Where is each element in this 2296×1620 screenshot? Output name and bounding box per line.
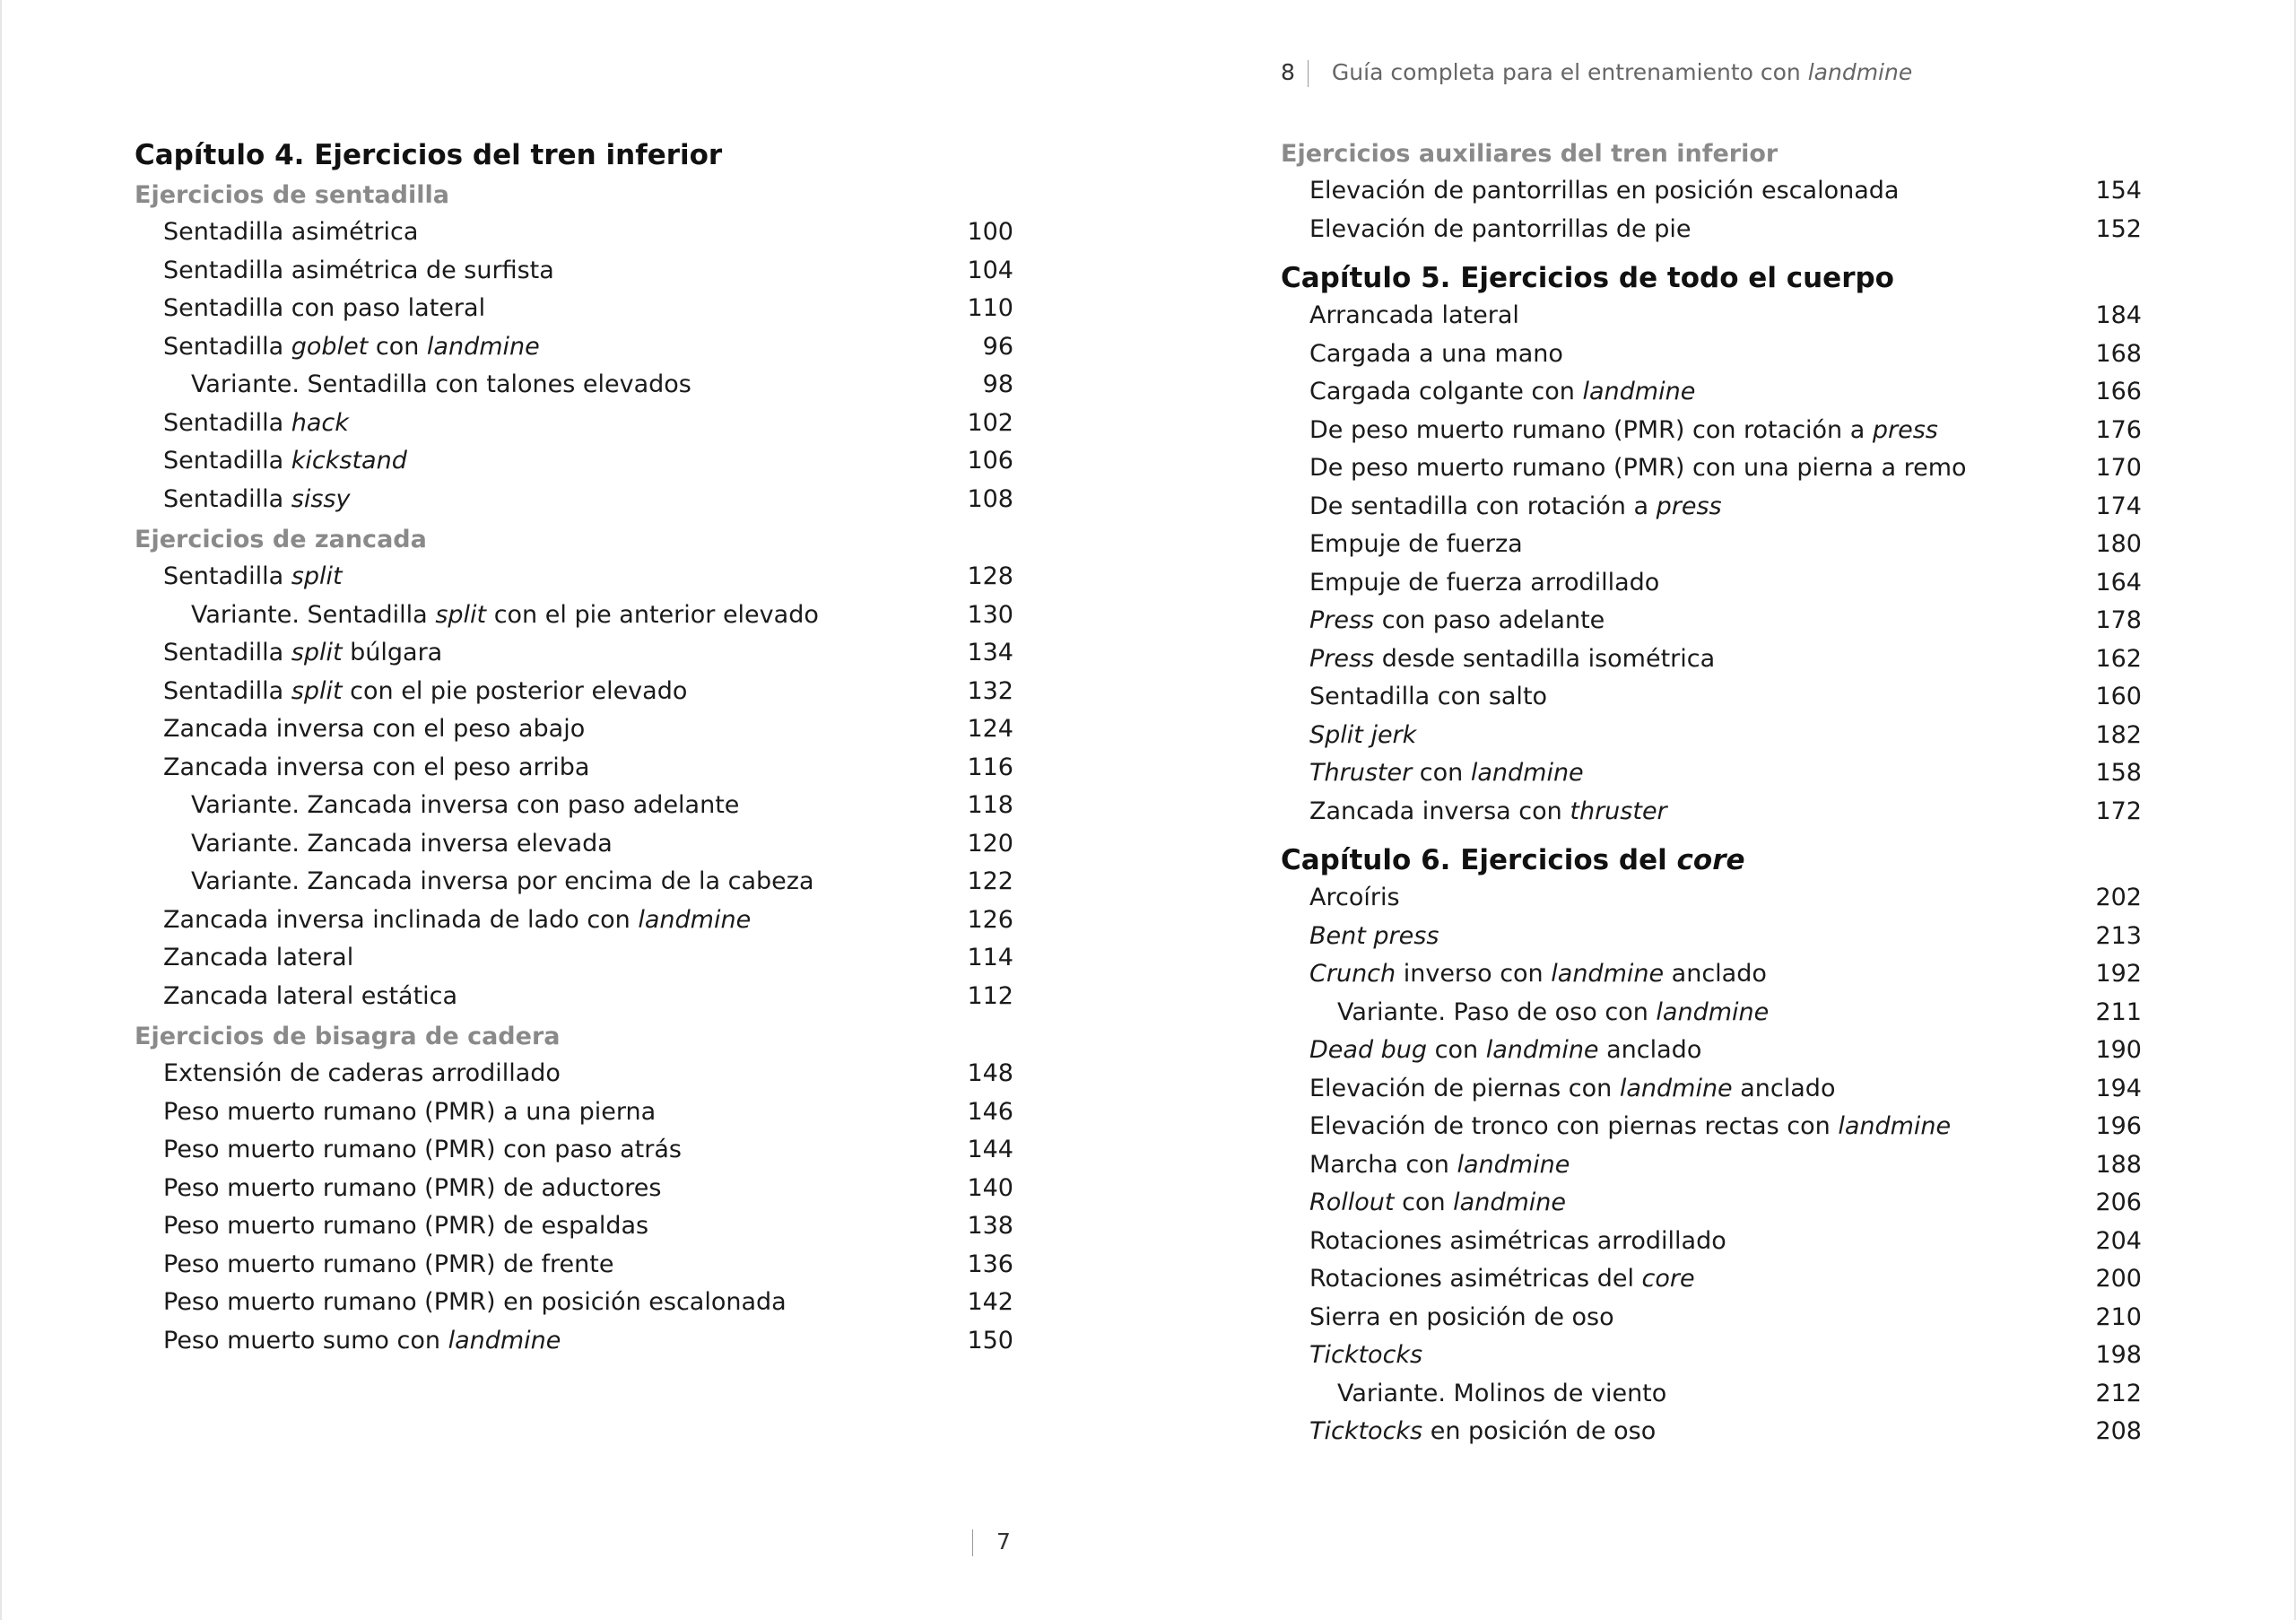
toc-entry xyxy=(1281,1108,2142,1146)
entry-title-part: Marcha con xyxy=(1309,1150,1457,1179)
toc-entry xyxy=(1281,564,2142,603)
toc-entry xyxy=(1281,297,2142,335)
entry-title xyxy=(163,715,585,743)
entry-page-number: 124 xyxy=(967,715,1013,743)
toc-entry xyxy=(1281,449,2142,488)
toc-entry xyxy=(135,1207,1013,1246)
entry-title-part: Peso muerto rumano (PMR) de espaldas xyxy=(163,1212,649,1240)
entry-title-part: landmine xyxy=(1485,1036,1599,1064)
toc-entry xyxy=(1281,1413,2142,1451)
entry-page-number: 182 xyxy=(2095,720,2142,749)
entry-title xyxy=(1309,721,1416,749)
entry-title-part: landmine xyxy=(1551,960,1665,988)
chapter-heading-part: Capítulo 5. Ejercicios de todo el cuerpo xyxy=(1281,262,1894,294)
entry-title-part: Sentadilla xyxy=(163,639,291,666)
toc-entry xyxy=(1281,1223,2142,1261)
entry-title-part: Variante. Zancada inversa elevada xyxy=(191,829,613,858)
entry-title-part: Ticktocks xyxy=(1309,1341,1423,1369)
entry-title xyxy=(1309,1075,1835,1102)
entry-title-part: Zancada inversa inclinada de lado con xyxy=(163,905,639,934)
entry-page-number: 164 xyxy=(2095,568,2142,597)
entry-title-part: Empuje de fuerza xyxy=(1309,530,1523,558)
entry-title-part: Bent press xyxy=(1309,921,1439,950)
entry-title-part: búlgara xyxy=(342,639,443,666)
entry-title xyxy=(1309,1189,1566,1216)
entry-page-number: 188 xyxy=(2095,1150,2142,1179)
toc-entry xyxy=(1281,373,2142,412)
toc-entry xyxy=(1281,488,2142,527)
entry-page-number: 136 xyxy=(967,1250,1013,1278)
entry-title-part: en posición de oso xyxy=(1422,1417,1657,1445)
toc-entry xyxy=(1281,1299,2142,1337)
entry-title-part: Extensión de caderas arrodillado xyxy=(163,1059,561,1087)
header-title-part: Guía completa para el entrenamiento con xyxy=(1331,59,1808,85)
toc-entry xyxy=(135,1322,1013,1361)
entry-title xyxy=(163,982,457,1010)
entry-title xyxy=(1309,922,1439,950)
entry-title xyxy=(163,218,418,246)
entry-title-part: Variante. Sentadilla con talones elevados xyxy=(191,370,691,398)
entry-title-part: Zancada lateral estática xyxy=(163,981,458,1010)
entry-page-number: 192 xyxy=(2095,960,2142,988)
entry-page-number: 132 xyxy=(967,676,1013,705)
entry-title xyxy=(1309,177,1899,205)
entry-title-part: Zancada inversa con el peso arriba xyxy=(163,753,590,781)
entry-title xyxy=(1309,416,1938,444)
toc-entry xyxy=(1281,172,2142,211)
entry-page-number: 144 xyxy=(967,1136,1013,1163)
toc-entry xyxy=(135,442,1013,481)
entry-title-part: Sentadilla asimétrica xyxy=(163,218,419,246)
folio-divider xyxy=(972,1529,973,1556)
toc-entry xyxy=(1281,1146,2142,1185)
entry-title-part: Split jerk xyxy=(1309,720,1417,749)
toc-entry xyxy=(135,1170,1013,1208)
entry-page-number: 120 xyxy=(967,829,1013,858)
toc-entry xyxy=(135,252,1013,291)
toc-entry xyxy=(135,978,1013,1016)
entry-title-part: Variante. Zancada inversa por encima de la cabeza xyxy=(191,867,814,895)
entry-title-part: Arrancada lateral xyxy=(1309,301,1519,329)
entry-title-part: split xyxy=(435,600,487,629)
toc-subentry xyxy=(1281,994,2142,1032)
entry-page-number: 210 xyxy=(2095,1302,2142,1331)
entry-title xyxy=(1309,215,1692,243)
toc-subentry xyxy=(135,825,1013,864)
entry-title-part: core xyxy=(1641,1265,1695,1293)
chapter-heading xyxy=(1281,841,2142,879)
left-sections xyxy=(135,178,1013,1360)
entry-title xyxy=(1337,998,1769,1026)
entry-title xyxy=(163,1174,661,1202)
toc-entry xyxy=(135,673,1013,711)
toc-entry xyxy=(135,290,1013,328)
entry-title xyxy=(1309,1341,1422,1369)
right-page xyxy=(1148,0,2296,1620)
entry-page-number: 172 xyxy=(2095,797,2142,825)
entry-title xyxy=(163,409,349,437)
entry-title xyxy=(1309,759,1584,787)
entry-title xyxy=(1309,492,1722,520)
entry-page-number: 110 xyxy=(967,294,1013,322)
entry-page-number: 158 xyxy=(2095,759,2142,787)
chapter-heading: Capítulo 4. Ejercicios del tren inferior xyxy=(135,139,723,171)
section-heading: Ejercicios auxiliares del tren inferior xyxy=(1281,140,1779,168)
entry-title-part: con xyxy=(1412,759,1471,787)
header-title xyxy=(1332,59,1912,85)
entry-page-number: 116 xyxy=(967,753,1013,781)
entry-title-part: Rollout xyxy=(1309,1189,1395,1216)
entry-title-part: Peso muerto rumano (PMR) de aductores xyxy=(163,1173,662,1202)
entry-title-part: landmine xyxy=(448,1326,561,1354)
entry-title-part: landmine xyxy=(1453,1189,1566,1216)
entry-title-part: Cargada colgante con xyxy=(1309,378,1583,405)
toc-entry xyxy=(1281,955,2142,994)
entry-page-number: 104 xyxy=(967,256,1013,284)
entry-title xyxy=(1309,606,1605,634)
toc-entry xyxy=(1281,879,2142,918)
entry-page-number: 174 xyxy=(2095,492,2142,520)
entry-title-part: Sentadilla con paso lateral xyxy=(163,294,486,322)
entry-title-part: Crunch xyxy=(1309,960,1396,988)
folio-left xyxy=(972,1529,1011,1556)
toc-entry xyxy=(1281,640,2142,679)
entry-title xyxy=(163,677,687,705)
entry-page-number: 211 xyxy=(2095,997,2142,1026)
entry-title-part: Sentadilla xyxy=(163,408,291,437)
entry-title xyxy=(1309,884,1400,911)
entry-title-part: landmine xyxy=(1470,759,1584,787)
toc-entry xyxy=(1281,717,2142,755)
entry-page-number: 180 xyxy=(2095,530,2142,558)
entry-title-part: Dead bug xyxy=(1309,1036,1428,1064)
entry-page-number: 106 xyxy=(967,447,1013,475)
entry-title xyxy=(1309,1227,1726,1255)
toc-entry xyxy=(1281,1337,2142,1375)
entry-title xyxy=(163,753,589,781)
entry-title-part: Rotaciones asimétricas del xyxy=(1309,1265,1642,1293)
entry-title-part: Press xyxy=(1309,644,1375,673)
toc-entry xyxy=(135,1093,1013,1132)
entry-title-part: sissy xyxy=(291,484,351,513)
entry-title-part: anclado xyxy=(1664,960,1767,988)
entry-title-part: Elevación de tronco con piernas rectas con xyxy=(1309,1112,1839,1140)
entry-title xyxy=(163,1327,561,1354)
entry-title xyxy=(163,1212,648,1240)
entry-page-number: 212 xyxy=(2095,1379,2142,1407)
header-page-number: 8 xyxy=(1281,59,1295,85)
toc-entry xyxy=(135,213,1013,252)
chapter-heading-part: Capítulo 6. Ejercicios del xyxy=(1281,844,1677,876)
entry-title-part: Thruster xyxy=(1309,759,1413,787)
toc-entry xyxy=(135,710,1013,749)
entry-title-part: Empuje de fuerza arrodillado xyxy=(1309,568,1660,597)
entry-title xyxy=(1309,960,1767,988)
entry-title xyxy=(163,639,442,666)
entry-page-number: 168 xyxy=(2095,339,2142,368)
entry-title xyxy=(1309,454,1967,482)
entry-page-number: 114 xyxy=(967,944,1013,971)
entry-page-number: 140 xyxy=(967,1173,1013,1202)
entry-page-number: 100 xyxy=(967,218,1013,246)
entry-page-number: 148 xyxy=(967,1059,1013,1087)
entry-page-number: 196 xyxy=(2095,1112,2142,1140)
toc-subentry xyxy=(135,366,1013,405)
toc-entry xyxy=(135,558,1013,597)
entry-title xyxy=(1309,1417,1656,1445)
entry-page-number: 190 xyxy=(2095,1036,2142,1064)
right-toc xyxy=(1281,136,2142,1451)
entry-title-part: Peso muerto rumano (PMR) en posición escalonada xyxy=(163,1288,787,1316)
entry-page-number: 108 xyxy=(967,484,1013,513)
toc-entry xyxy=(1281,1184,2142,1223)
entry-title xyxy=(1337,1380,1666,1407)
entry-title-part: goblet xyxy=(291,332,369,361)
entry-title-part: hack xyxy=(291,408,349,437)
entry-title-part: anclado xyxy=(1598,1036,1702,1064)
entry-title xyxy=(163,562,343,590)
entry-title xyxy=(163,944,353,971)
entry-title-part: Sentadilla xyxy=(163,562,291,590)
entry-title-part: Elevación de pantorrillas de pie xyxy=(1309,214,1692,243)
toc-entry xyxy=(1281,754,2142,793)
entry-title xyxy=(163,1059,561,1087)
entry-page-number: 208 xyxy=(2095,1417,2142,1445)
toc-entry xyxy=(135,939,1013,978)
entry-page-number: 184 xyxy=(2095,301,2142,329)
entry-title-part: De sentadilla con rotación a xyxy=(1309,492,1657,520)
entry-title-part: con xyxy=(368,332,427,361)
entry-title xyxy=(1309,530,1523,558)
toc-entry xyxy=(135,1246,1013,1285)
entry-title-part: Variante. Sentadilla xyxy=(191,600,436,629)
entry-title-part: Peso muerto sumo con xyxy=(163,1326,448,1354)
entry-title-part: Zancada inversa con el peso abajo xyxy=(163,715,586,743)
entry-page-number: 160 xyxy=(2095,683,2142,710)
toc-entry xyxy=(1281,793,2142,832)
entry-title-part: con xyxy=(1427,1036,1486,1064)
entry-title xyxy=(1309,340,1563,368)
toc-entry xyxy=(135,1055,1013,1093)
entry-title-part: Arcoíris xyxy=(1309,884,1400,911)
entry-title-part: desde sentadilla isométrica xyxy=(1374,644,1716,673)
entry-page-number: 138 xyxy=(967,1212,1013,1240)
entry-page-number: 134 xyxy=(967,639,1013,666)
entry-page-number: 202 xyxy=(2095,884,2142,911)
toc-entry xyxy=(1281,1070,2142,1109)
entry-title-part: con xyxy=(1394,1189,1454,1216)
entry-title-part: landmine xyxy=(1656,997,1770,1026)
toc-entry xyxy=(135,901,1013,940)
entry-page-number: 142 xyxy=(967,1288,1013,1316)
entry-title xyxy=(1309,1151,1570,1179)
folio-number: 7 xyxy=(996,1529,1011,1555)
toc-entry xyxy=(135,634,1013,673)
entry-title-part: landmine xyxy=(638,905,752,934)
entry-page-number: 96 xyxy=(982,332,1013,361)
entry-title-part: Rotaciones asimétricas arrodillado xyxy=(1309,1226,1726,1255)
toc-entry xyxy=(1281,335,2142,374)
entry-title xyxy=(163,257,554,284)
toc-entry xyxy=(1281,1032,2142,1070)
header-title-part: landmine xyxy=(1807,59,1913,85)
entry-title xyxy=(191,791,739,819)
toc-subentry xyxy=(135,863,1013,901)
toc-entry xyxy=(135,749,1013,788)
entry-title xyxy=(1309,1112,1951,1140)
entry-title xyxy=(191,370,691,398)
section-heading: Ejercicios de zancada xyxy=(135,526,427,553)
entry-title-part: Variante. Zancada inversa con paso adelante xyxy=(191,791,740,819)
entry-title-part: landmine xyxy=(1582,378,1696,405)
entry-title-part: Elevación de pantorrillas en posición escalonada xyxy=(1309,177,1900,205)
entry-page-number: 122 xyxy=(967,867,1013,895)
entry-title-part: con el pie posterior elevado xyxy=(342,676,688,705)
entry-page-number: 198 xyxy=(2095,1341,2142,1369)
entry-page-number: 146 xyxy=(967,1097,1013,1126)
entry-title xyxy=(163,333,540,361)
entry-title-part: landmine xyxy=(1619,1074,1733,1102)
left-toc xyxy=(135,136,1013,1360)
entry-page-number: 176 xyxy=(2095,415,2142,444)
toc-entry xyxy=(135,1284,1013,1322)
entry-title-part: Peso muerto rumano (PMR) con paso atrás xyxy=(163,1136,682,1163)
chapter-heading-part: core xyxy=(1676,844,1745,876)
entry-page-number: 200 xyxy=(2095,1265,2142,1293)
entry-title xyxy=(163,1136,682,1163)
entry-title xyxy=(1309,1265,1695,1293)
entry-title xyxy=(163,906,751,934)
entry-title-part: Cargada a una mano xyxy=(1309,339,1563,368)
entry-page-number: 126 xyxy=(967,905,1013,934)
toc-entry xyxy=(1281,1260,2142,1299)
entry-page-number: 206 xyxy=(2095,1189,2142,1216)
entry-title-part: Sierra en posición de oso xyxy=(1309,1302,1614,1331)
toc-entry xyxy=(135,405,1013,443)
entry-page-number: 166 xyxy=(2095,378,2142,405)
entry-title-part: press xyxy=(1656,492,1722,520)
entry-title-part: De peso muerto rumano (PMR) con rotación a xyxy=(1309,415,1873,444)
entry-title-part: Peso muerto rumano (PMR) de frente xyxy=(163,1250,614,1278)
toc-subentry xyxy=(135,787,1013,825)
entry-title-part: split xyxy=(291,676,343,705)
entry-title xyxy=(163,447,407,475)
toc-entry xyxy=(1281,602,2142,640)
entry-title xyxy=(1309,645,1715,673)
toc-entry xyxy=(1281,678,2142,717)
entry-page-number: 154 xyxy=(2095,177,2142,205)
entry-title-part: landmine xyxy=(1457,1150,1570,1179)
toc-entry xyxy=(135,328,1013,367)
entry-title-part: con el pie anterior elevado xyxy=(486,600,819,629)
entry-title-part: Variante. Paso de oso con xyxy=(1337,997,1657,1026)
entry-title-part: thruster xyxy=(1570,797,1667,825)
entry-page-number: 178 xyxy=(2095,606,2142,634)
entry-title xyxy=(191,601,819,629)
entry-page-number: 194 xyxy=(2095,1074,2142,1102)
entry-title-part: Sentadilla con salto xyxy=(1309,683,1548,710)
entry-title-part: Sentadilla xyxy=(163,332,291,361)
section-heading: Ejercicios de bisagra de cadera xyxy=(135,1023,561,1050)
entry-title xyxy=(1309,569,1659,597)
entry-title-part: press xyxy=(1872,415,1938,444)
entry-page-number: 98 xyxy=(982,370,1013,398)
entry-page-number: 112 xyxy=(967,981,1013,1010)
entry-title-part: anclado xyxy=(1732,1074,1836,1102)
entry-title-part: Sentadilla xyxy=(163,484,291,513)
entry-page-number: 213 xyxy=(2095,921,2142,950)
entry-title-part: kickstand xyxy=(291,447,407,475)
entry-title xyxy=(1309,797,1667,825)
entry-title-part: con paso adelante xyxy=(1374,606,1605,634)
entry-page-number: 130 xyxy=(967,600,1013,629)
toc-subentry xyxy=(135,597,1013,635)
entry-title xyxy=(163,485,350,513)
entry-title xyxy=(163,1288,787,1316)
entry-title xyxy=(1309,1036,1701,1064)
entry-page-number: 118 xyxy=(967,791,1013,819)
toc-entry xyxy=(135,1131,1013,1170)
entry-title-part: landmine xyxy=(1838,1112,1952,1140)
entry-title-part: Ticktocks xyxy=(1309,1417,1423,1445)
entry-title-part: Sentadilla xyxy=(163,447,291,475)
toc-entry xyxy=(1281,211,2142,249)
entry-title xyxy=(191,830,613,858)
toc-subentry xyxy=(1281,1375,2142,1414)
entry-title xyxy=(163,294,485,322)
entry-page-number: 162 xyxy=(2095,644,2142,673)
entry-title-part: Zancada inversa con xyxy=(1309,797,1570,825)
entry-title-part: Press xyxy=(1309,606,1375,634)
chapter-heading xyxy=(1281,259,2142,297)
toc-entry xyxy=(1281,412,2142,450)
entry-title xyxy=(1309,683,1547,710)
entry-page-number: 170 xyxy=(2095,454,2142,482)
entry-title-part: Sentadilla xyxy=(163,676,291,705)
header-divider xyxy=(1308,60,1309,87)
entry-page-number: 152 xyxy=(2095,214,2142,243)
entry-page-number: 128 xyxy=(967,562,1013,590)
entry-page-number: 204 xyxy=(2095,1226,2142,1255)
entry-title xyxy=(1309,378,1695,405)
section-heading: Ejercicios de sentadilla xyxy=(135,181,449,209)
entry-title xyxy=(1309,301,1519,329)
entry-title xyxy=(191,867,814,895)
entry-page-number: 150 xyxy=(967,1326,1013,1354)
entry-title xyxy=(163,1098,656,1126)
entry-title-part: split xyxy=(291,562,343,590)
toc-entry xyxy=(1281,526,2142,564)
entry-title-part: Peso muerto rumano (PMR) a una pierna xyxy=(163,1097,657,1126)
entry-title-part: inverso con xyxy=(1396,960,1552,988)
entry-title xyxy=(163,1250,613,1278)
toc-entry xyxy=(135,481,1013,519)
running-header xyxy=(1281,59,1912,87)
toc-entry xyxy=(1281,918,2142,956)
entry-title-part: Variante. Molinos de viento xyxy=(1337,1379,1667,1407)
entry-title-part: Elevación de piernas con xyxy=(1309,1074,1620,1102)
entry-title-part: Zancada lateral xyxy=(163,944,354,971)
entry-title-part: De peso muerto rumano (PMR) con una pierna a remo xyxy=(1309,454,1967,482)
entry-page-number: 102 xyxy=(967,408,1013,437)
entry-title-part: Sentadilla asimétrica de surfista xyxy=(163,256,554,284)
entry-title-part: split xyxy=(291,639,343,666)
entry-title xyxy=(1309,1303,1614,1331)
entry-title-part: landmine xyxy=(426,332,540,361)
